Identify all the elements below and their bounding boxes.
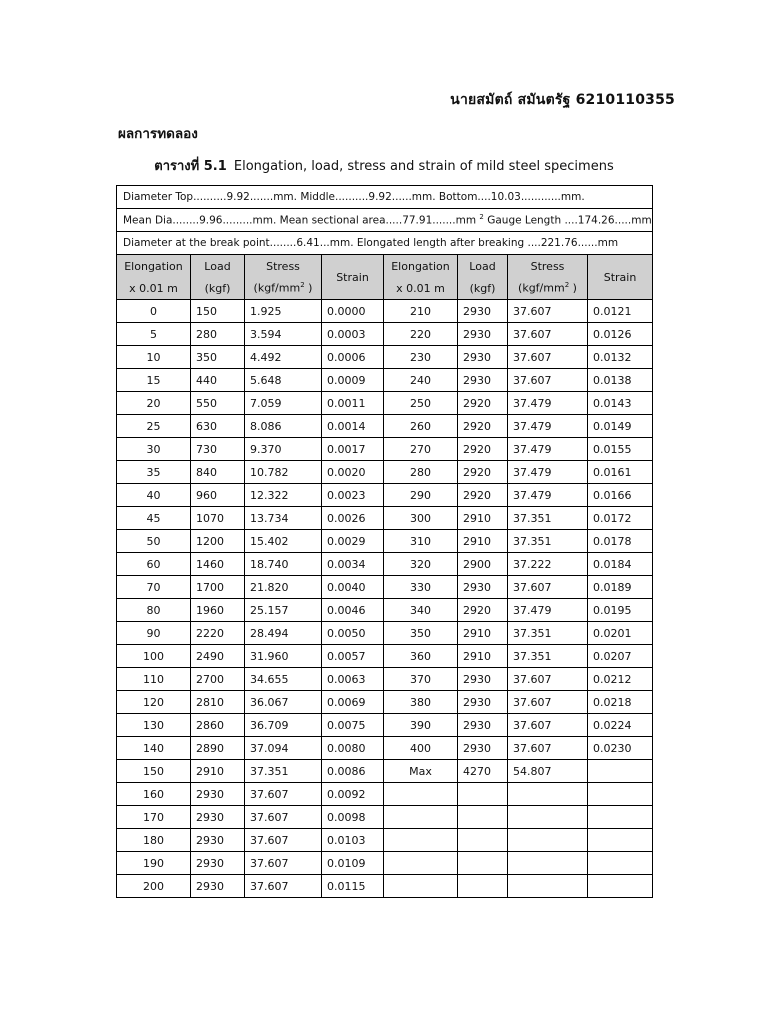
column-unit-row — [117, 277, 653, 300]
table-row — [117, 645, 653, 668]
strain-cell: 0.0009 — [322, 369, 384, 392]
col-load-unit: (kgf) — [458, 277, 508, 300]
elongation-cell: 180 — [117, 829, 191, 852]
stress-cell: 37.479 — [508, 599, 588, 622]
strain-cell: 0.0155 — [588, 438, 653, 461]
strain-cell: 0.0230 — [588, 737, 653, 760]
table-row — [117, 300, 653, 323]
col-elongation-header: Elongation — [117, 255, 191, 278]
strain-cell: 0.0201 — [588, 622, 653, 645]
results-table — [116, 185, 653, 898]
table-row — [117, 461, 653, 484]
strain-cell — [588, 852, 653, 875]
table-row — [117, 737, 653, 760]
col-stress-header: Stress — [508, 255, 588, 278]
load-cell — [458, 783, 508, 806]
elongation-cell: 240 — [384, 369, 458, 392]
load-cell: 840 — [191, 461, 245, 484]
load-cell — [458, 829, 508, 852]
load-cell: 2930 — [458, 323, 508, 346]
elongation-cell: 200 — [117, 875, 191, 898]
strain-cell: 0.0017 — [322, 438, 384, 461]
load-cell: 2220 — [191, 622, 245, 645]
elongation-cell: 210 — [384, 300, 458, 323]
table-row — [117, 507, 653, 530]
col-stress-header: Stress — [245, 255, 322, 278]
elongation-cell: 250 — [384, 392, 458, 415]
strain-cell: 0.0057 — [322, 645, 384, 668]
table-row — [117, 714, 653, 737]
elongation-cell: 45 — [117, 507, 191, 530]
elongation-cell: 350 — [384, 622, 458, 645]
elongation-cell: 100 — [117, 645, 191, 668]
elongation-cell — [384, 806, 458, 829]
load-cell: 2930 — [191, 852, 245, 875]
load-cell: 2920 — [458, 461, 508, 484]
strain-cell: 0.0040 — [322, 576, 384, 599]
strain-cell: 0.0000 — [322, 300, 384, 323]
load-cell: 2930 — [458, 300, 508, 323]
elongation-cell: 270 — [384, 438, 458, 461]
stress-unit-exponent: 2 — [564, 281, 570, 290]
stress-cell: 54.807 — [508, 760, 588, 783]
table-caption-text: Elongation, load, stress and strain of mild steel specimens — [233, 159, 614, 174]
elongation-cell: 10 — [117, 346, 191, 369]
col-strain-header: Strain — [322, 255, 384, 300]
stress-unit-close: ) — [569, 281, 577, 295]
strain-cell: 0.0138 — [588, 369, 653, 392]
elongation-cell: 330 — [384, 576, 458, 599]
load-cell: 2910 — [458, 622, 508, 645]
stress-cell: 37.351 — [245, 760, 322, 783]
strain-cell: 0.0080 — [322, 737, 384, 760]
load-cell: 2930 — [458, 668, 508, 691]
stress-cell: 36.709 — [245, 714, 322, 737]
stress-cell: 37.479 — [508, 415, 588, 438]
load-cell: 2910 — [458, 507, 508, 530]
specimen-gauge-text: Gauge Length ....174.26.....mm — [483, 214, 652, 227]
table-row — [117, 576, 653, 599]
table-row — [117, 346, 653, 369]
elongation-cell: 300 — [384, 507, 458, 530]
strain-cell: 0.0098 — [322, 806, 384, 829]
stress-cell: 18.740 — [245, 553, 322, 576]
load-cell: 960 — [191, 484, 245, 507]
strain-cell: 0.0006 — [322, 346, 384, 369]
elongation-cell: 90 — [117, 622, 191, 645]
elongation-cell: 340 — [384, 599, 458, 622]
strain-cell: 0.0178 — [588, 530, 653, 553]
col-stress-unit — [508, 277, 588, 300]
stress-cell: 37.607 — [245, 783, 322, 806]
stress-cell: 15.402 — [245, 530, 322, 553]
stress-cell: 4.492 — [245, 346, 322, 369]
load-cell: 1960 — [191, 599, 245, 622]
elongation-cell: 290 — [384, 484, 458, 507]
load-cell: 2910 — [458, 645, 508, 668]
elongation-cell: 190 — [117, 852, 191, 875]
stress-unit-exponent: 2 — [300, 281, 305, 290]
elongation-cell: 310 — [384, 530, 458, 553]
elongation-cell: 50 — [117, 530, 191, 553]
table-row — [117, 622, 653, 645]
load-cell: 2930 — [458, 576, 508, 599]
stress-cell: 37.607 — [508, 576, 588, 599]
stress-cell: 28.494 — [245, 622, 322, 645]
table-caption-label: ตารางที่ 5.1 — [154, 159, 227, 174]
col-stress-unit — [245, 277, 322, 300]
table-row — [117, 668, 653, 691]
strain-cell: 0.0121 — [588, 300, 653, 323]
strain-cell: 0.0011 — [322, 392, 384, 415]
stress-cell: 5.648 — [245, 369, 322, 392]
stress-unit-text: (kgf/mm — [518, 281, 565, 295]
elongation-cell: 25 — [117, 415, 191, 438]
load-cell: 2910 — [458, 530, 508, 553]
elongation-cell: 60 — [117, 553, 191, 576]
strain-cell: 0.0029 — [322, 530, 384, 553]
elongation-cell — [384, 829, 458, 852]
strain-cell: 0.0050 — [322, 622, 384, 645]
table-row — [117, 760, 653, 783]
strain-cell: 0.0224 — [588, 714, 653, 737]
table-row — [117, 323, 653, 346]
strain-cell: 0.0218 — [588, 691, 653, 714]
stress-cell: 37.607 — [508, 300, 588, 323]
table-caption — [0, 155, 768, 176]
table-row — [117, 530, 653, 553]
col-elongation-unit: x 0.01 m — [117, 277, 191, 300]
stress-cell: 37.607 — [245, 875, 322, 898]
load-cell: 2930 — [191, 783, 245, 806]
table-row — [117, 484, 653, 507]
stress-cell — [508, 852, 588, 875]
stress-cell: 37.607 — [508, 323, 588, 346]
elongation-cell: 80 — [117, 599, 191, 622]
elongation-cell: 260 — [384, 415, 458, 438]
stress-cell: 34.655 — [245, 668, 322, 691]
specimen-info-row — [117, 186, 653, 209]
load-cell: 2490 — [191, 645, 245, 668]
strain-cell: 0.0207 — [588, 645, 653, 668]
elongation-cell — [384, 852, 458, 875]
specimen-info-row — [117, 232, 653, 255]
load-cell: 2860 — [191, 714, 245, 737]
strain-cell — [588, 875, 653, 898]
strain-cell: 0.0172 — [588, 507, 653, 530]
stress-cell: 21.820 — [245, 576, 322, 599]
elongation-cell: 370 — [384, 668, 458, 691]
stress-cell: 37.351 — [508, 622, 588, 645]
strain-cell: 0.0063 — [322, 668, 384, 691]
elongation-cell: 15 — [117, 369, 191, 392]
strain-cell: 0.0014 — [322, 415, 384, 438]
strain-cell: 0.0184 — [588, 553, 653, 576]
stress-cell: 7.059 — [245, 392, 322, 415]
strain-cell: 0.0092 — [322, 783, 384, 806]
elongation-cell: 380 — [384, 691, 458, 714]
table-row — [117, 852, 653, 875]
elongation-cell — [384, 875, 458, 898]
stress-cell: 37.607 — [245, 806, 322, 829]
stress-unit-close: ) — [304, 281, 313, 295]
load-cell: 2930 — [191, 806, 245, 829]
load-cell: 2920 — [458, 599, 508, 622]
table-row — [117, 415, 653, 438]
load-cell: 440 — [191, 369, 245, 392]
stress-cell: 37.607 — [508, 691, 588, 714]
elongation-cell: 120 — [117, 691, 191, 714]
load-cell: 4270 — [458, 760, 508, 783]
specimen-area-exponent: 2 — [479, 213, 484, 222]
strain-cell: 0.0132 — [588, 346, 653, 369]
stress-unit-text: (kgf/mm — [253, 281, 301, 295]
strain-cell: 0.0075 — [322, 714, 384, 737]
load-cell: 2810 — [191, 691, 245, 714]
load-cell: 1200 — [191, 530, 245, 553]
elongation-cell: 0 — [117, 300, 191, 323]
load-cell: 2920 — [458, 438, 508, 461]
load-cell: 2930 — [458, 691, 508, 714]
stress-cell: 10.782 — [245, 461, 322, 484]
strain-cell: 0.0103 — [322, 829, 384, 852]
col-load-unit: (kgf) — [191, 277, 245, 300]
elongation-cell: 35 — [117, 461, 191, 484]
specimen-diameter-line: Diameter Top..........9.92.......mm. Middle..........9.92......mm. Bottom....10.03............mm. — [117, 186, 653, 209]
load-cell — [458, 806, 508, 829]
stress-cell: 31.960 — [245, 645, 322, 668]
stress-cell — [508, 806, 588, 829]
strain-cell — [588, 783, 653, 806]
specimen-info-row — [117, 209, 653, 232]
stress-cell: 37.479 — [508, 392, 588, 415]
strain-cell — [588, 760, 653, 783]
col-load-header: Load — [191, 255, 245, 278]
elongation-cell — [384, 783, 458, 806]
stress-cell: 37.607 — [508, 714, 588, 737]
col-elongation-header: Elongation — [384, 255, 458, 278]
specimen-area-text: Mean Dia........9.96.........mm. Mean sectional area.....77.91.......mm — [123, 214, 480, 227]
stress-cell: 37.607 — [508, 369, 588, 392]
stress-cell: 37.222 — [508, 553, 588, 576]
stress-cell: 36.067 — [245, 691, 322, 714]
table-row — [117, 438, 653, 461]
strain-cell: 0.0212 — [588, 668, 653, 691]
elongation-cell: 5 — [117, 323, 191, 346]
strain-cell: 0.0166 — [588, 484, 653, 507]
load-cell: 630 — [191, 415, 245, 438]
stress-cell: 37.607 — [508, 737, 588, 760]
strain-cell: 0.0003 — [322, 323, 384, 346]
col-elongation-unit: x 0.01 m — [384, 277, 458, 300]
col-load-header: Load — [458, 255, 508, 278]
load-cell: 2930 — [191, 875, 245, 898]
stress-cell: 3.594 — [245, 323, 322, 346]
stress-cell: 37.094 — [245, 737, 322, 760]
elongation-cell: 360 — [384, 645, 458, 668]
load-cell: 2930 — [458, 714, 508, 737]
elongation-cell: 140 — [117, 737, 191, 760]
strain-cell: 0.0161 — [588, 461, 653, 484]
elongation-cell: 40 — [117, 484, 191, 507]
elongation-cell: 400 — [384, 737, 458, 760]
strain-cell: 0.0034 — [322, 553, 384, 576]
strain-cell: 0.0143 — [588, 392, 653, 415]
table-row — [117, 806, 653, 829]
stress-cell — [508, 783, 588, 806]
elongation-cell: 130 — [117, 714, 191, 737]
load-cell: 1460 — [191, 553, 245, 576]
strain-cell: 0.0195 — [588, 599, 653, 622]
strain-cell: 0.0126 — [588, 323, 653, 346]
stress-cell: 25.157 — [245, 599, 322, 622]
table-row — [117, 691, 653, 714]
elongation-cell: 150 — [117, 760, 191, 783]
elongation-cell: 280 — [384, 461, 458, 484]
elongation-cell: 20 — [117, 392, 191, 415]
load-cell: 350 — [191, 346, 245, 369]
elongation-cell: 110 — [117, 668, 191, 691]
elongation-cell: 390 — [384, 714, 458, 737]
author-name-id: นายสมัตถ์ สมันตรัฐ 6210110355 — [450, 92, 675, 108]
elongation-cell: 160 — [117, 783, 191, 806]
load-cell: 2920 — [458, 484, 508, 507]
column-header-row — [117, 255, 653, 278]
stress-cell: 37.351 — [508, 645, 588, 668]
stress-cell: 37.351 — [508, 530, 588, 553]
strain-cell: 0.0189 — [588, 576, 653, 599]
specimen-break-line: Diameter at the break point........6.41...mm. Elongated length after breaking ....221.76......mm — [117, 232, 653, 255]
stress-cell: 37.607 — [245, 829, 322, 852]
strain-cell: 0.0069 — [322, 691, 384, 714]
load-cell: 550 — [191, 392, 245, 415]
strain-cell: 0.0149 — [588, 415, 653, 438]
stress-cell: 12.322 — [245, 484, 322, 507]
table-row — [117, 369, 653, 392]
stress-cell: 8.086 — [245, 415, 322, 438]
strain-cell — [588, 806, 653, 829]
load-cell: 2920 — [458, 415, 508, 438]
stress-cell: 37.479 — [508, 438, 588, 461]
stress-cell: 37.479 — [508, 484, 588, 507]
stress-cell — [508, 829, 588, 852]
elongation-cell: 220 — [384, 323, 458, 346]
load-cell: 2930 — [191, 829, 245, 852]
section-heading: ผลการทดลอง — [118, 126, 198, 142]
load-cell: 1700 — [191, 576, 245, 599]
load-cell: 2890 — [191, 737, 245, 760]
load-cell: 2700 — [191, 668, 245, 691]
stress-cell: 37.479 — [508, 461, 588, 484]
stress-cell: 37.607 — [245, 852, 322, 875]
load-cell: 2910 — [191, 760, 245, 783]
elongation-cell: 170 — [117, 806, 191, 829]
stress-cell: 13.734 — [245, 507, 322, 530]
load-cell: 730 — [191, 438, 245, 461]
col-strain-header: Strain — [588, 255, 653, 300]
strain-cell: 0.0046 — [322, 599, 384, 622]
table-row — [117, 829, 653, 852]
table-row — [117, 553, 653, 576]
load-cell: 2930 — [458, 737, 508, 760]
load-cell: 150 — [191, 300, 245, 323]
load-cell — [458, 852, 508, 875]
stress-cell: 1.925 — [245, 300, 322, 323]
stress-cell: 37.607 — [508, 346, 588, 369]
table-row — [117, 599, 653, 622]
specimen-area-gauge-line — [117, 209, 653, 232]
table-row — [117, 875, 653, 898]
elongation-cell: Max — [384, 760, 458, 783]
load-cell: 2930 — [458, 346, 508, 369]
stress-cell — [508, 875, 588, 898]
stress-cell: 9.370 — [245, 438, 322, 461]
load-cell: 1070 — [191, 507, 245, 530]
strain-cell: 0.0109 — [322, 852, 384, 875]
elongation-cell: 30 — [117, 438, 191, 461]
table-row — [117, 392, 653, 415]
elongation-cell: 70 — [117, 576, 191, 599]
strain-cell — [588, 829, 653, 852]
elongation-cell: 230 — [384, 346, 458, 369]
strain-cell: 0.0086 — [322, 760, 384, 783]
elongation-cell: 320 — [384, 553, 458, 576]
load-cell: 2930 — [458, 369, 508, 392]
stress-cell: 37.607 — [508, 668, 588, 691]
load-cell — [458, 875, 508, 898]
stress-cell: 37.351 — [508, 507, 588, 530]
strain-cell: 0.0020 — [322, 461, 384, 484]
strain-cell: 0.0115 — [322, 875, 384, 898]
load-cell: 2900 — [458, 553, 508, 576]
table-row — [117, 783, 653, 806]
strain-cell: 0.0026 — [322, 507, 384, 530]
load-cell: 2920 — [458, 392, 508, 415]
strain-cell: 0.0023 — [322, 484, 384, 507]
load-cell: 280 — [191, 323, 245, 346]
